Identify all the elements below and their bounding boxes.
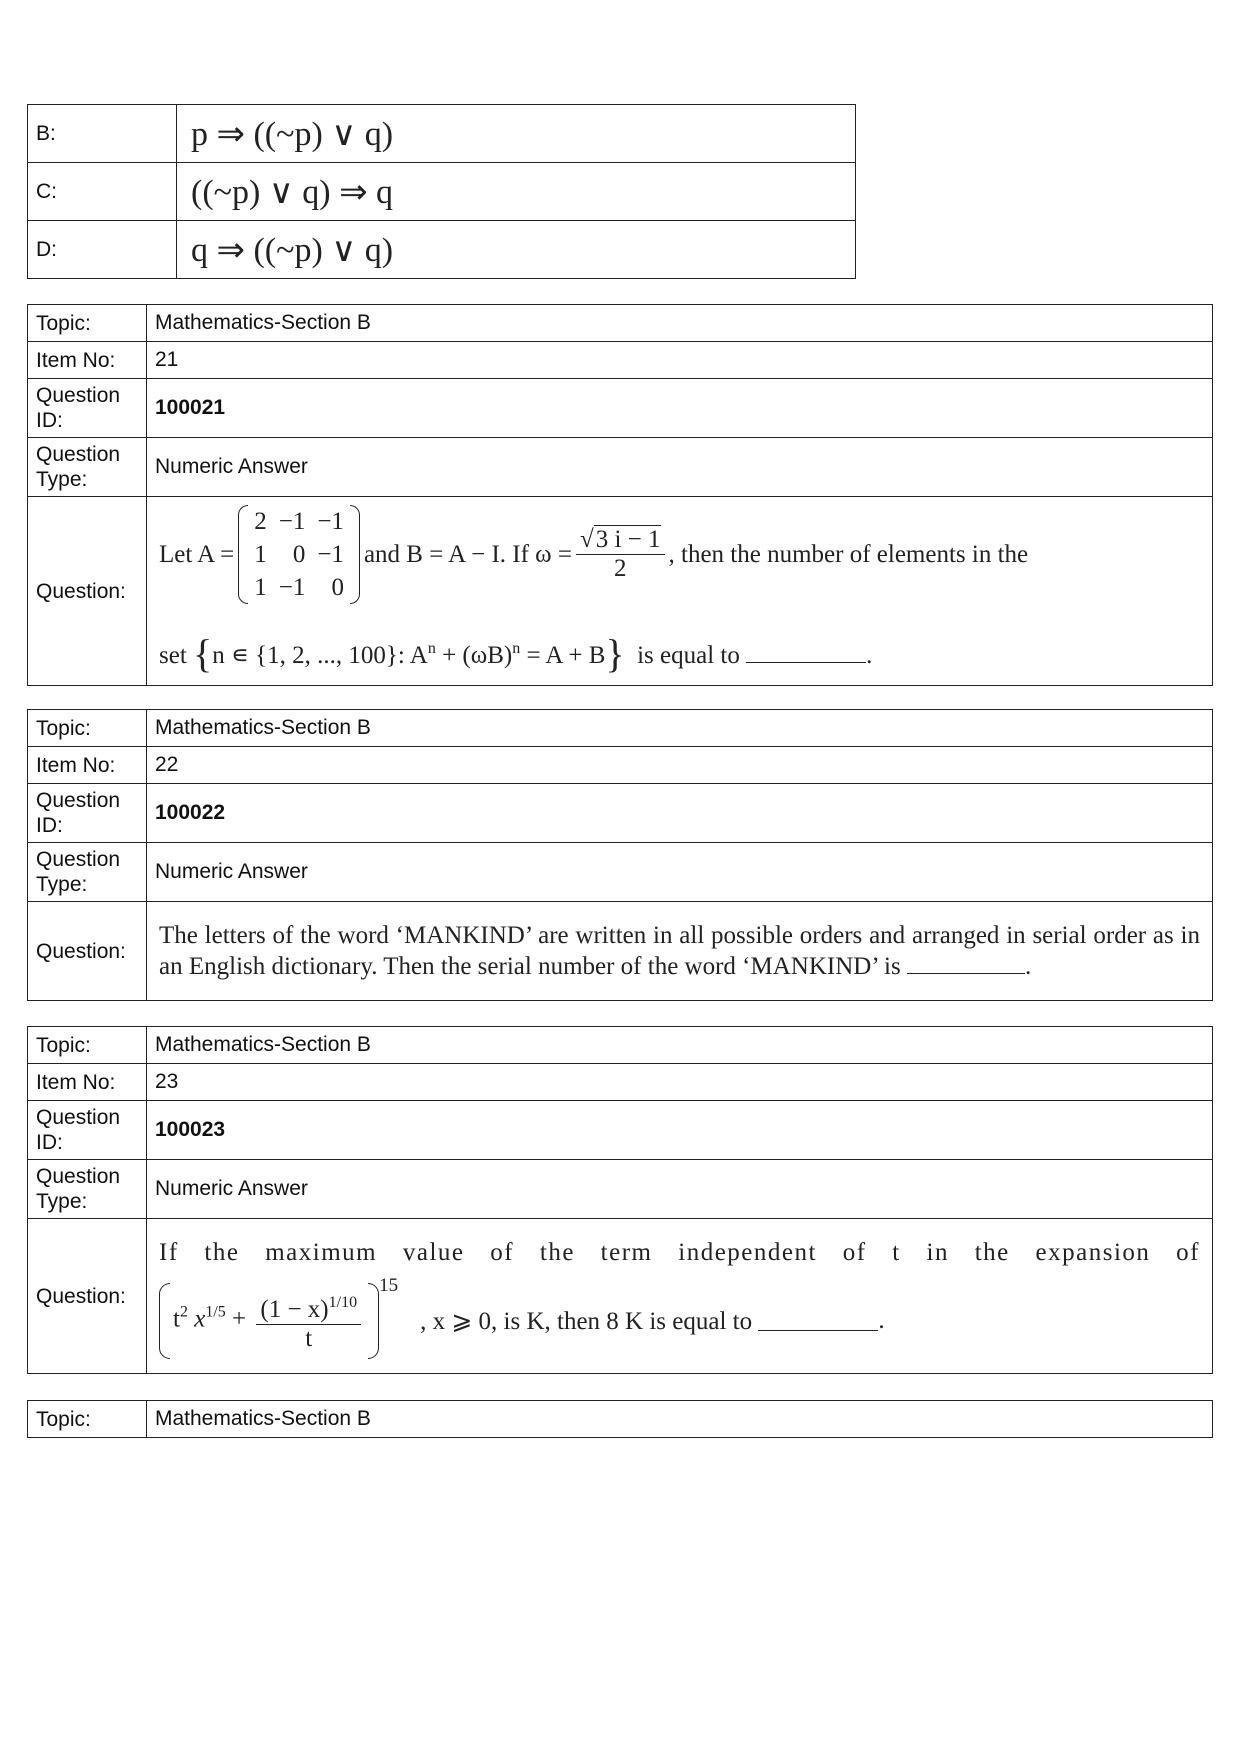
matrix-cell: −1 <box>278 574 306 601</box>
question-id-row <box>28 1101 1213 1160</box>
exponent-denominator: 5 <box>217 1303 226 1321</box>
question-table-24 <box>27 1400 1213 1438</box>
question-text: set <box>159 642 187 669</box>
item-no-label: Item No: <box>28 342 147 379</box>
question-type-value: Numeric Answer <box>147 843 1213 902</box>
question-text: , x ⩾ 0, is K, then 8 K is equal to <box>420 1308 753 1335</box>
exponent-2: 2 <box>179 1303 188 1321</box>
topic-value: Mathematics-Section B <box>147 1027 1213 1064</box>
question-text: If the maximum value of the term independent of t in the expansion of <box>159 1239 1200 1266</box>
set-expression: + (ωB) <box>435 642 513 669</box>
matrix-cell: 1 <box>254 541 267 568</box>
exponent-15: 15 <box>379 1275 399 1296</box>
question-id-row <box>28 784 1213 843</box>
item-no-label: Item No: <box>28 1064 147 1101</box>
question-id-value: 100022 <box>147 784 1213 843</box>
question-id-row <box>28 379 1213 438</box>
exponent-one-tenth: 1/10 <box>328 1294 358 1311</box>
brace-open: { <box>193 631 213 676</box>
item-no-row <box>28 747 1213 784</box>
term-fraction <box>256 1289 361 1353</box>
question-text: is equal to <box>637 642 740 669</box>
exponent-one-fifth: 1/5 <box>205 1303 226 1321</box>
question-text: and B = A − I. If ω = <box>363 540 572 568</box>
topic-row <box>28 1401 1213 1438</box>
question-id-label: Question ID: <box>28 379 147 438</box>
topic-label: Topic: <box>28 305 147 342</box>
omega-denominator: 2 <box>614 555 627 582</box>
option-label: C: <box>28 163 177 221</box>
fraction-denominator: t <box>305 1325 313 1352</box>
option-expression: q ⇒ ((~p) ∨ q) <box>177 221 856 279</box>
question-body: If the maximum value of the term independent of t in the expansion of $t^2$ $x^{1/5}$ + $\frac{(1 - x)^{1/10}}{t}$ $^{15}$ , x ⩾ 0, is K, then 8 K is equal to . <box>147 1219 1213 1374</box>
matrix-cell: −1 <box>317 508 344 535</box>
item-no-row <box>28 342 1213 379</box>
matrix-cell: 0 <box>292 541 306 568</box>
question-table-23 <box>27 1026 1213 1374</box>
variable-t: t <box>173 1305 180 1333</box>
exponent-n: n <box>512 640 521 657</box>
answer-blank <box>758 1312 878 1331</box>
set-expression: n ∊ {1, 2, ..., 100}: A <box>212 642 428 669</box>
matrix-cell: −1 <box>278 508 306 535</box>
topic-label: Topic: <box>28 710 147 747</box>
option-label: B: <box>28 105 177 163</box>
question-id-value: 100021 <box>147 379 1213 438</box>
question-text: The letters of the word ‘MANKIND’ are written in all possible orders and arranged in serial order as in an English dictionary. Then the serial number of the word ‘MANKIND’ is <box>159 922 1200 980</box>
option-expression: p ⇒ ((~p) ∨ q) <box>177 105 856 163</box>
topic-label: Topic: <box>28 1027 147 1064</box>
matrix-cell: 2 <box>254 508 267 535</box>
option-row <box>28 163 856 221</box>
question-type-value: Numeric Answer <box>147 438 1213 497</box>
question-id-label: Question ID: <box>28 784 147 843</box>
item-no-label: Item No: <box>28 747 147 784</box>
question-row <box>28 497 1213 686</box>
question-type-value: Numeric Answer <box>147 1160 1213 1219</box>
omega-numerator: 3 i − 1 <box>595 526 661 553</box>
answer-blank <box>746 644 866 663</box>
expansion-expression <box>159 1289 379 1353</box>
question-type-label: Question Type: <box>28 438 147 497</box>
question-type-label: Question Type: <box>28 843 147 902</box>
topic-row <box>28 1027 1213 1064</box>
question-body: The letters of the word ‘MANKIND’ are written in all possible orders and arranged in serial order as in an English dictionary. Then the serial number of the word ‘MANKIND’ is . <box>147 902 1213 1001</box>
question-type-label: Question Type: <box>28 1160 147 1219</box>
matrix-a <box>238 505 360 604</box>
item-no-value: 21 <box>147 342 1213 379</box>
question-text: Let A = <box>159 540 235 568</box>
plus-sign: + <box>232 1305 247 1333</box>
question-label: Question: <box>28 497 147 686</box>
options-table <box>27 104 856 279</box>
question-text: , then the number of elements in the <box>668 540 1029 568</box>
option-row <box>28 221 856 279</box>
exponent-n: n <box>427 640 436 657</box>
question-id-label: Question ID: <box>28 1101 147 1160</box>
exponent-denominator: 10 <box>341 1294 358 1311</box>
question-body: Let A = 2 −1 −1 1 0 −1 1 −1 0 and B = A − I. If ω = $\frac{√3 i - 1}{2}$ , then the number of elements in the set {n ∊ {1, 2, ..., 100}: $A^n + (\omega B)^n = A + B$} is equal to . <box>147 497 1213 686</box>
question-table-21 <box>27 304 1213 686</box>
variable-x: x <box>194 1305 206 1333</box>
answer-blank <box>907 955 1025 974</box>
option-row <box>28 105 856 163</box>
set-expression: = A + B <box>520 642 606 669</box>
question-id-value: 100023 <box>147 1101 1213 1160</box>
item-no-row <box>28 1064 1213 1101</box>
question-row <box>28 902 1213 1001</box>
question-type-row <box>28 438 1213 497</box>
option-label: D: <box>28 221 177 279</box>
brace-close: } <box>605 631 625 676</box>
matrix-cell: −1 <box>317 541 344 568</box>
question-table-22 <box>27 709 1213 1001</box>
exponent-numerator: 1 <box>205 1303 214 1321</box>
topic-label: Topic: <box>28 1401 147 1438</box>
topic-value: Mathematics-Section B <box>147 305 1213 342</box>
topic-value: Mathematics-Section B <box>147 710 1213 747</box>
matrix-cell: 1 <box>254 574 267 601</box>
item-no-value: 22 <box>147 747 1213 784</box>
topic-row <box>28 710 1213 747</box>
question-type-row <box>28 1160 1213 1219</box>
exponent-numerator: 1 <box>328 1294 337 1311</box>
item-no-value: 23 <box>147 1064 1213 1101</box>
question-row <box>28 1219 1213 1374</box>
matrix-cell: 0 <box>331 574 344 601</box>
option-expression: ((~p) ∨ q) ⇒ q <box>177 163 856 221</box>
question-label: Question: <box>28 1219 147 1374</box>
omega-fraction: $\frac{√3 i - 1}{2}$ <box>576 526 665 583</box>
fraction-numerator: (1 − x) <box>260 1296 329 1323</box>
question-label: Question: <box>28 902 147 1001</box>
topic-row <box>28 305 1213 342</box>
question-type-row <box>28 843 1213 902</box>
topic-value: Mathematics-Section B <box>147 1401 1213 1438</box>
